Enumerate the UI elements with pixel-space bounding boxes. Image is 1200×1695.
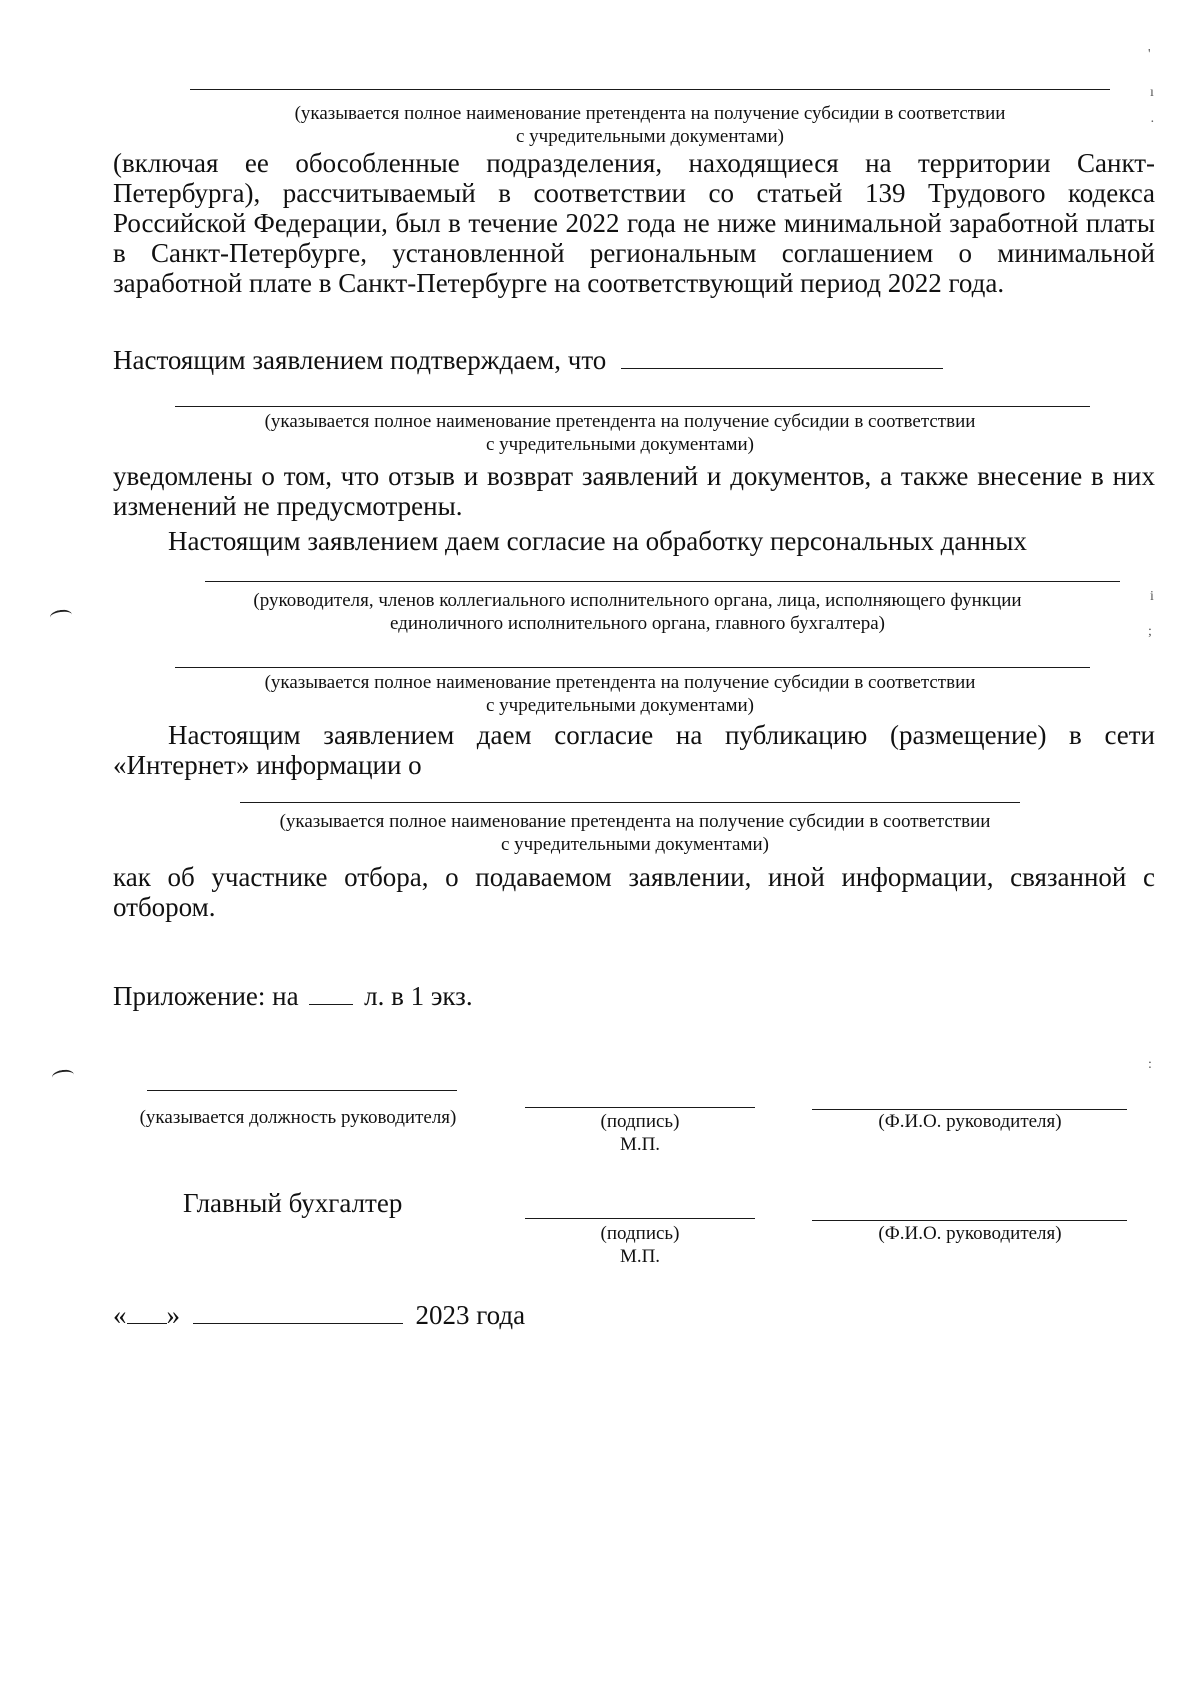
confirm-lead: Настоящим заявлением подтверждаем, что (113, 345, 607, 375)
confirm-paragraph (113, 345, 1155, 375)
scan-speck: ı (1150, 85, 1154, 100)
applicant-name-note-3: (указывается полное наименование претендента на получение субсидии в соответствии с учредительными документами) (264, 672, 976, 716)
date-day-blank[interactable] (127, 1301, 167, 1324)
wage-paragraph: (включая ее обособленные подразделения, находящиеся на территории Санкт-Петербурга), рассчитываемый в соответствии со статьей 139 Трудового кодекса Российской Федерации, был в течение 2022 года не ниже минимальной заработной платы в Санкт-Петербурге, установленной региональным соглашением о минимальной заработной плате в Санкт-Петербурге на соответствующий период 2022 года. (113, 148, 1155, 298)
consent-publication: Настоящим заявлением даем согласие на публикацию (размещение) в сети «Интернет» информации о (113, 720, 1155, 780)
applicant-name-line-3[interactable] (175, 667, 1090, 668)
stamp-mark: М.П. (619, 1134, 661, 1155)
scan-mark (49, 609, 72, 624)
scan-speck: i (1150, 589, 1154, 604)
position-line[interactable] (147, 1090, 457, 1091)
applicant-name-line-2[interactable] (175, 406, 1090, 407)
persons-note: (руководителя, членов коллегиального исполнительного органа, лица, исполняющего функции единоличного исполнительного органа, главного бухгалтера) (253, 590, 1022, 634)
scan-speck: ' (1148, 47, 1151, 62)
scan-speck: : (1148, 1057, 1152, 1072)
scan-mark (51, 1069, 74, 1084)
applicant-name-note-4: (указывается полное наименование претендента на получение субсидии в соответствии с учредительными документами) (279, 811, 991, 855)
accountant-signature-note: (подпись) (600, 1223, 680, 1244)
consent-personal-data: Настоящим заявлением даем согласие на обработку персональных данных (168, 526, 1027, 556)
persons-line[interactable] (205, 581, 1120, 582)
applicant-name-note-2: (указывается полное наименование претендента на получение субсидии в соответствии с учредительными документами) (264, 411, 976, 455)
position-note: (указывается должность руководителя) (139, 1107, 457, 1128)
confirm-blank[interactable] (621, 346, 943, 369)
chief-accountant-label: Главный бухгалтер (183, 1188, 403, 1218)
accountant-name-line[interactable] (812, 1220, 1127, 1221)
date-line: « » 2023 года (113, 1300, 526, 1330)
participant-paragraph: как об участнике отбора, о подаваемом заявлении, иной информации, связанной с отбором. (113, 862, 1155, 922)
attachment-line: Приложение: на л. в 1 экз. (113, 981, 473, 1011)
notified-paragraph: уведомлены о том, что отзыв и возврат заявлений и документов, а также внесение в них изменений не предусмотрены. (113, 461, 1155, 521)
signature-note: (подпись) (600, 1111, 680, 1132)
attachment-pages-blank[interactable] (309, 982, 353, 1005)
signature-line[interactable] (525, 1107, 755, 1108)
applicant-name-line-4[interactable] (240, 802, 1020, 803)
scan-speck: ; (1148, 624, 1152, 639)
name-note: (Ф.И.О. руководителя) (878, 1111, 1062, 1132)
scan-speck: · (1150, 115, 1155, 130)
accountant-signature-line[interactable] (525, 1218, 755, 1219)
applicant-name-note: (указывается полное наименование претендента на получение субсидии в соответствии с учредительными документами) (294, 103, 1006, 147)
accountant-name-note: (Ф.И.О. руководителя) (878, 1223, 1062, 1244)
applicant-name-line[interactable] (190, 89, 1110, 90)
date-month-blank[interactable] (193, 1301, 403, 1324)
accountant-stamp-mark: М.П. (619, 1246, 661, 1267)
